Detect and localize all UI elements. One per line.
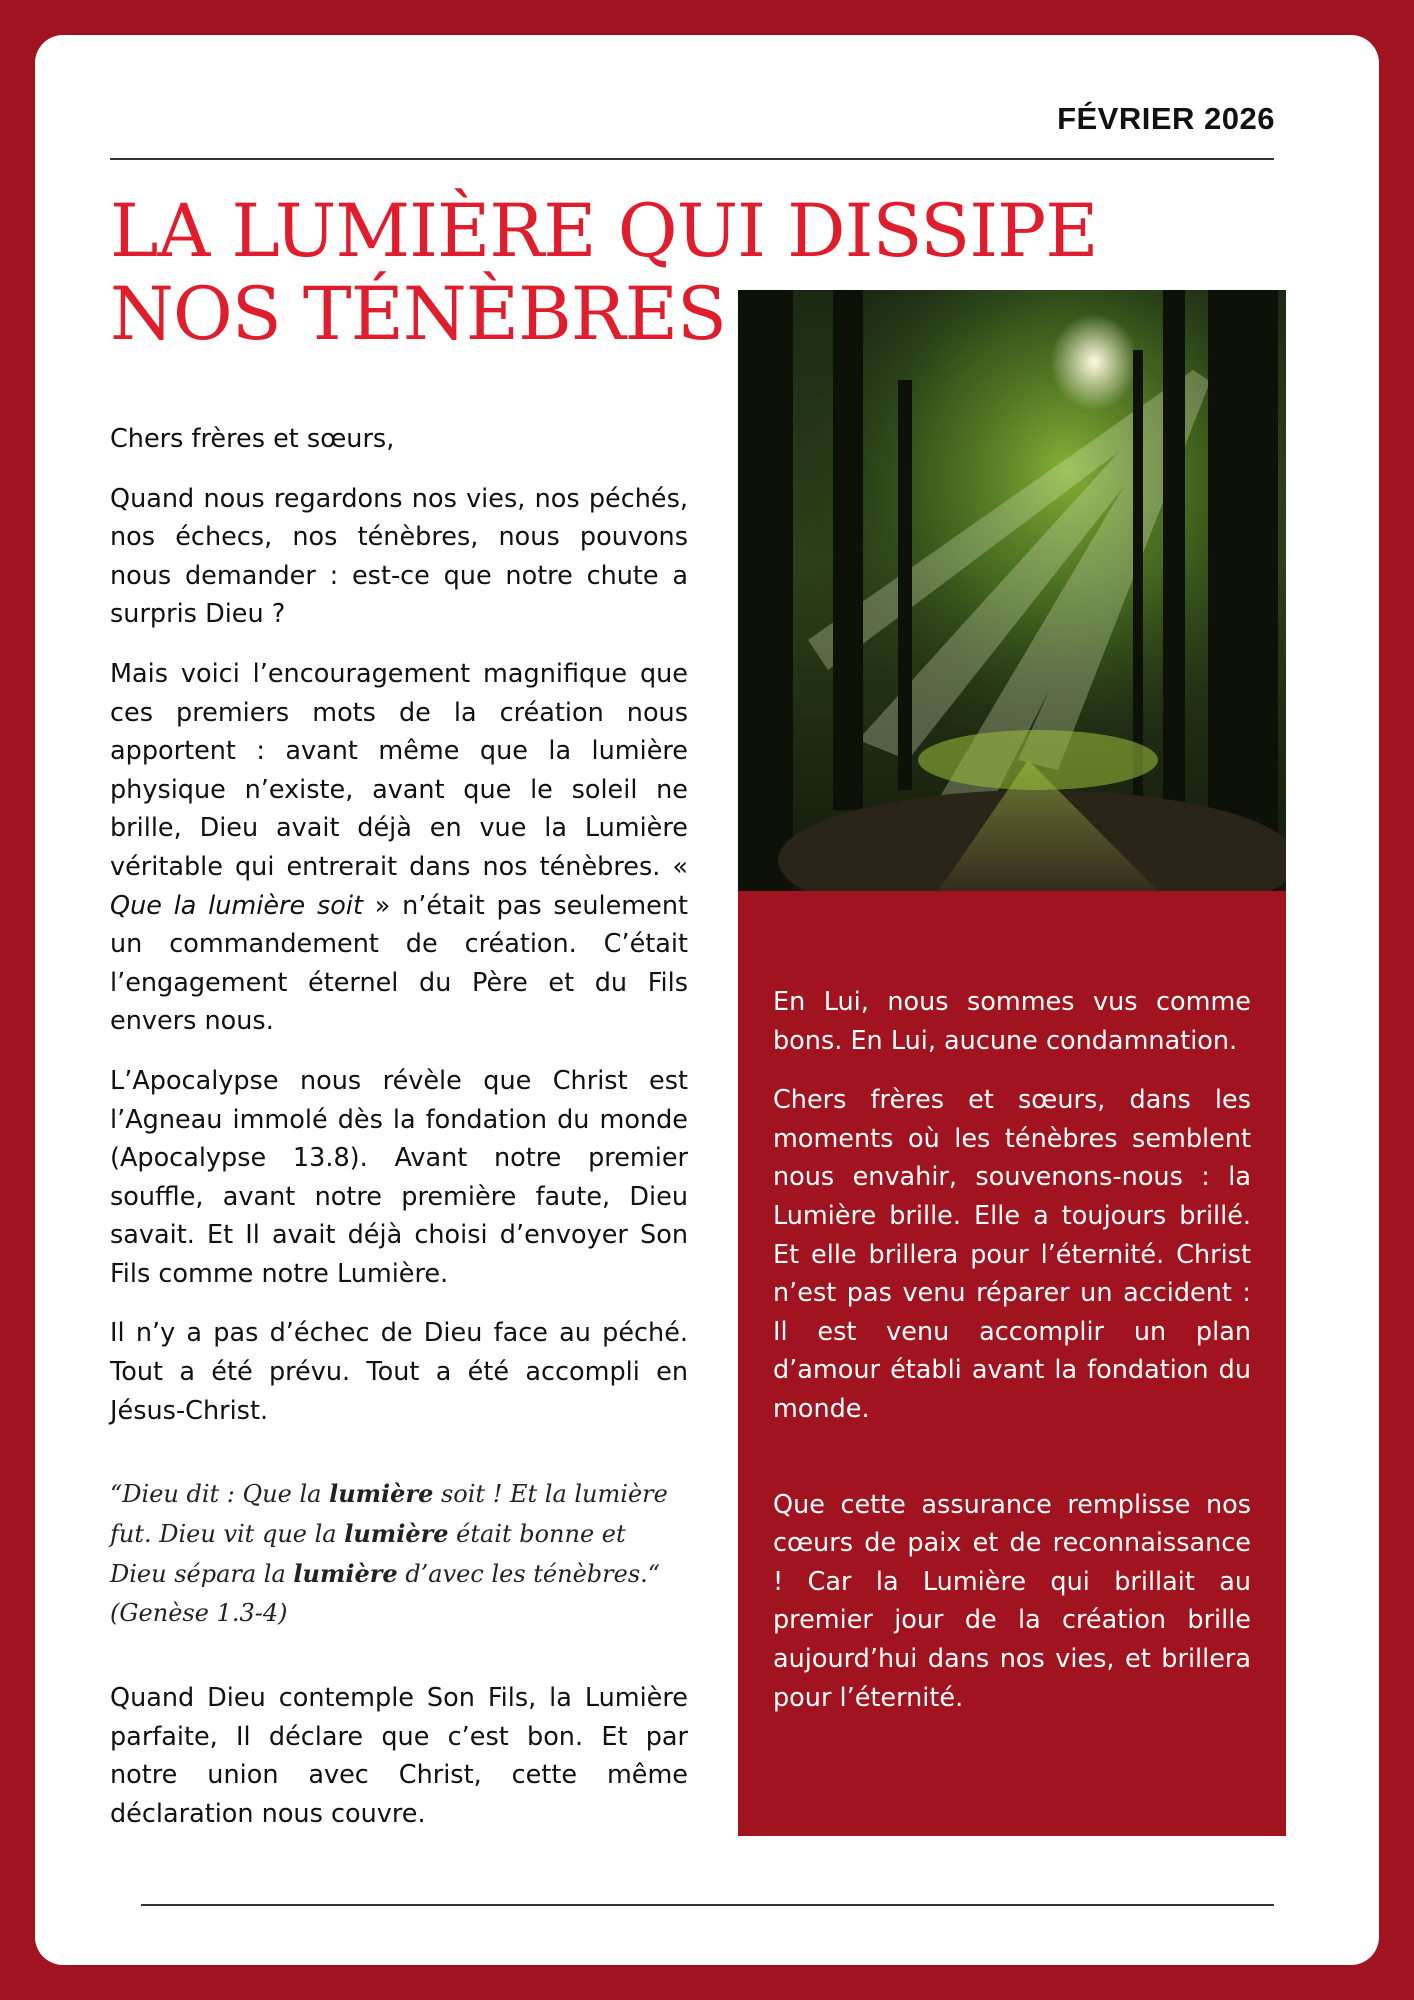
- box-paragraph-3: Que cette assurance remplisse nos cœurs de paix et de reconnaissance ! Car la Lumière qui brillait au premier jour de la création brille aujourd’hui dans nos vies, et brillera pour l’éternité.: [773, 1489, 1251, 1713]
- bottom-divider: [141, 1904, 1274, 1906]
- paragraph-2: Mais voici l’encouragement magnifique que ces premiers mots de la création nous apportent : avant même que la lumière physique n’existe, avant que le soleil ne brille, Dieu avait déjà en vue la Lumière véritable qui entrerait dans nos ténèbres. « Que la lumière soit » n’était pas seulement un commandement de création. C’était l’engagement éternel du Père et du Fils envers nous.: [110, 658, 688, 1037]
- highlight-box: [738, 891, 1286, 1836]
- forest-light-photo: [738, 290, 1286, 891]
- scripture-quote: “Dieu dit : Que la lumière soit ! Et la lumière fut. Dieu vit que la lumière était bonne et Dieu sépara la lumière d’avec les ténèbres.“ (Genèse 1.3-4): [110, 1479, 668, 1628]
- newsletter-page: [35, 35, 1379, 1965]
- left-column: [110, 420, 688, 1855]
- paragraph-4: Il n’y a pas d’échec de Dieu face au péché. Tout a été prévu. Tout a été accompli en Jésus-Christ.: [110, 1318, 688, 1426]
- greeting: Chers frères et sœurs,: [110, 424, 395, 454]
- paragraph-5: Quand Dieu contemple Son Fils, la Lumière parfaite, Il déclare que c’est bon. Et par notre union avec Christ, cette même déclaration nous couvre.: [110, 1683, 688, 1830]
- emphasis-text: Que la lumière soit: [110, 890, 363, 921]
- paragraph-3: L’Apocalypse nous révèle que Christ est l’Agneau immolé dès la fondation du monde (Apocalypse 13.8). Avant notre premier souffle, avant notre première faute, Dieu savait. Et Il avait déjà choisi d’envoyer Son Fils comme notre Lumière.: [110, 1065, 688, 1289]
- issue-date: FÉVRIER 2026: [1057, 101, 1275, 136]
- paragraph-1: Quand nous regardons nos vies, nos péchés, nos échecs, nos ténèbres, nous pouvons nous demander : est-ce que notre chute a surpris Dieu ?: [110, 483, 688, 630]
- box-paragraph-2: Chers frères et sœurs, dans les moments où les ténèbres semblent nous envahir, souvenons-nous : la Lumière brille. Elle a toujours brillé. Et elle brillera pour l’éternité. Christ n’est pas venu réparer un accident : Il est venu accomplir un plan d’amour établi avant la fondation du monde.: [773, 1085, 1251, 1424]
- top-divider: [110, 158, 1274, 160]
- box-paragraph-1: En Lui, nous sommes vus comme bons. En Lui, aucune condamnation.: [773, 987, 1251, 1056]
- page-title: LA LUMIÈRE QUI DISSIPE NOS TÉNÈBRES: [110, 189, 1098, 357]
